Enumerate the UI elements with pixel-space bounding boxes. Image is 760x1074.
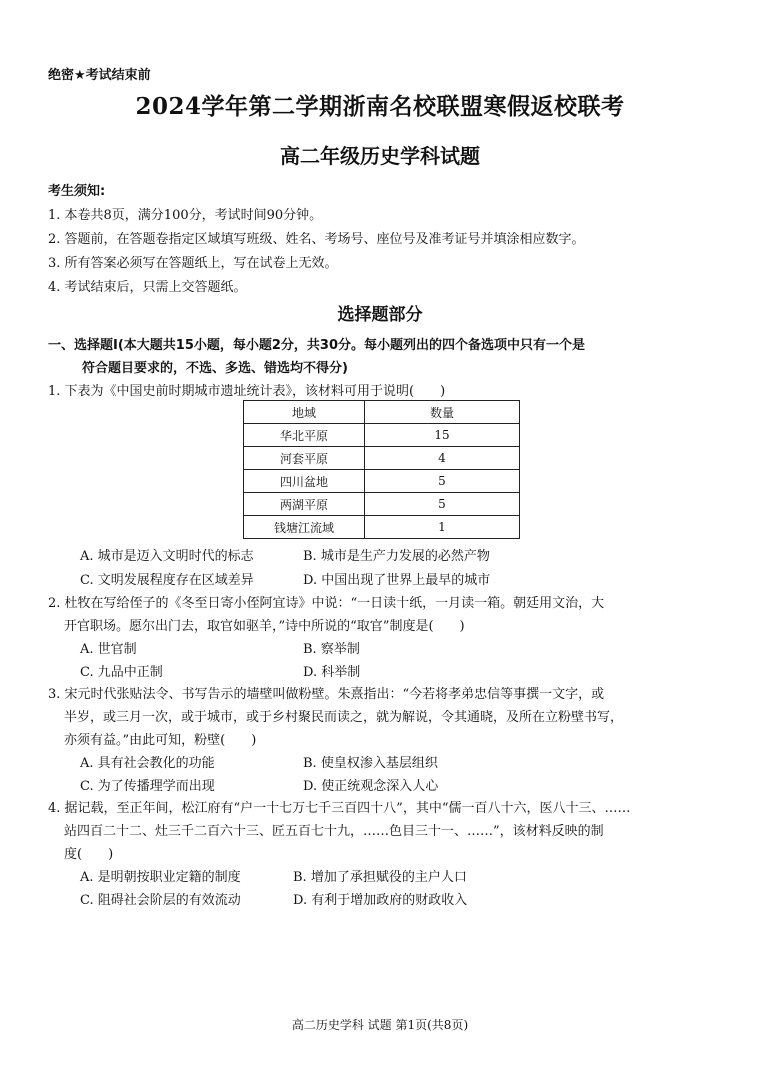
- question-2-stem: 开官职场。愿尔出门去，取官如驱羊，”诗中所说的“取官”制度是( ): [64, 619, 465, 634]
- notice-item: 2. 答题前，在答题卷指定区域填写班级、姓名、考场号、座位号及准考证号并填涂相应数字。: [48, 232, 585, 247]
- table-row: [244, 470, 520, 493]
- option-b: B. 使皇权渗入基层组织: [303, 756, 438, 771]
- question-2-stem: 2. 杜牧在写给侄子的《冬至日寄小侄阿宜诗》中说：“一日读十纸，一月读一箱。朝廷用文治，大: [48, 596, 605, 611]
- option-d: D. 使正统观念深入人心: [303, 779, 439, 794]
- option-a: A. 城市是迈入文明时代的标志: [80, 549, 254, 564]
- question-3-stem: 半岁，或三月一次，或于城市，或于乡村聚民而读之，就为解说，令其通晓，及所在立粉壁书写，: [64, 710, 624, 725]
- table-row: [244, 447, 520, 470]
- option-c: C. 文明发展程度存在区域差异: [80, 573, 254, 588]
- question-1-stem: 1. 下表为《中国史前时期城市遗址统计表》，该材料可用于说明( ): [48, 384, 446, 399]
- option-a: A. 具有社会教化的功能: [80, 756, 215, 771]
- table-cell: 河套平原: [244, 447, 365, 470]
- table-header-row: [244, 401, 520, 424]
- table-cell: 四川盆地: [244, 470, 365, 493]
- question-3-stem: 3. 宋元时代张贴法令、书写告示的墙壁叫做粉壁。朱熹指出：“今若将孝弟忠信等事撰一文字，或: [48, 687, 605, 702]
- table-row: [244, 424, 520, 447]
- notice-item: 1. 本卷共8页，满分100分，考试时间90分钟。: [48, 208, 323, 223]
- exam-subtitle: 高二年级历史学科试题: [280, 144, 480, 168]
- option-a: A. 是明朝按职业定籍的制度: [80, 870, 241, 885]
- question-4-stem: 4. 据记载，至正年间，松江府有“户一十七万七千三百四十八”，其中“儒一百八十六，医八十三、……: [48, 801, 631, 816]
- option-c: C. 九品中正制: [80, 665, 163, 680]
- table-header-cell: 地域: [244, 401, 365, 424]
- option-b: B. 察举制: [303, 642, 360, 657]
- option-b: B. 城市是生产力发展的必然产物: [303, 549, 490, 564]
- question-4-stem: 站四百二十二、灶三千二百六十三、匠五百七十九，……色目三十一、……”，该材料反映的制: [64, 824, 604, 839]
- part-instructions: 一、选择题Ⅰ(本大题共15小题，每小题2分，共30分。每小题列出的四个备选项中只有一个是: [48, 338, 586, 353]
- table-cell: 1: [365, 516, 520, 539]
- table-cell: 两湖平原: [244, 493, 365, 516]
- table-cell: 5: [365, 493, 520, 516]
- notice-item: 3. 所有答案必须写在答题纸上，写在试卷上无效。: [48, 256, 338, 271]
- option-a: A. 世官制: [80, 642, 137, 657]
- table-cell: 4: [365, 447, 520, 470]
- section-title: 选择题部分: [337, 305, 423, 325]
- table-cell: 钱塘江流域: [244, 516, 365, 539]
- notice-item: 4. 考试结束后，只需上交答题纸。: [48, 280, 247, 295]
- option-d: D. 中国出现了世界上最早的城市: [303, 573, 491, 588]
- table-row: [244, 493, 520, 516]
- option-c: C. 为了传播理学而出现: [80, 779, 215, 794]
- option-c: C. 阻碍社会阶层的有效流动: [80, 893, 241, 908]
- notice-heading: 考生须知:: [48, 184, 106, 199]
- option-d: D. 有利于增加政府的财政收入: [293, 893, 468, 908]
- page-footer: 高二历史学科 试题 第1页(共8页): [291, 1018, 469, 1032]
- option-b: B. 增加了承担赋役的主户人口: [293, 870, 467, 885]
- city-sites-table: [243, 400, 520, 539]
- confidential-label: 绝密★考试结束前: [48, 68, 151, 83]
- table-cell: 5: [365, 470, 520, 493]
- table-row: [244, 516, 520, 539]
- table-cell: 15: [365, 424, 520, 447]
- table-header-cell: 数量: [365, 401, 520, 424]
- question-3-stem: 亦须有益。”由此可知，粉壁( ): [64, 733, 257, 748]
- option-d: D. 科举制: [303, 665, 361, 680]
- part-instructions: 符合题目要求的，不选、多选、错选均不得分): [82, 361, 348, 376]
- question-4-stem: 度( ): [64, 847, 114, 862]
- exam-title: 2024学年第二学期浙南名校联盟寒假返校联考: [135, 93, 625, 120]
- table-cell: 华北平原: [244, 424, 365, 447]
